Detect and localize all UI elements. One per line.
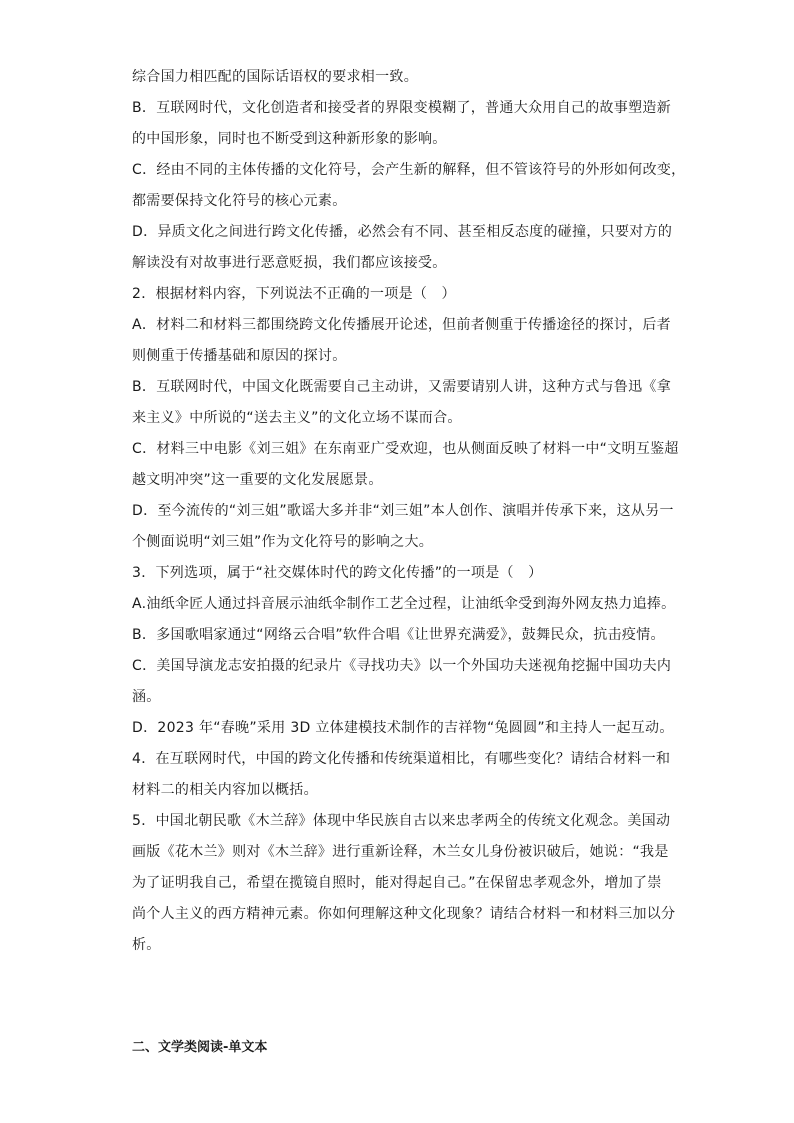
option-b-line: B．互联网时代，中国文化既需要自己主动讲，又需要请别人讲，这种方式与鲁迅《拿 (132, 379, 672, 395)
text-line: 解读没有对故事进行恶意贬损，我们都应该接受。 (132, 255, 447, 271)
option-d-line: D．2023 年“春晚”采用 3D 立体建模技术制作的吉祥物“兔圆圆”和主持人一起互动。 (132, 720, 674, 736)
option-b-line: B．多国歌唱家通过“网络云合唱”软件合唱《让世界充满爱》，鼓舞民众，抗击疫情。 (132, 627, 665, 643)
text-line: 来主义》中所说的“送去主义”的文化立场不谋而合。 (132, 410, 462, 426)
question-3-stem: 3．下列选项，属于“社交媒体时代的跨文化传播”的一项是（ ） (132, 565, 543, 581)
option-b-line: B．互联网时代，文化创造者和接受者的界限变模糊了，普通大众用自己的故事塑造新 (132, 100, 672, 116)
text-line: 综合国力相匹配的国际话语权的要求相一致。 (132, 69, 418, 85)
text-line: 的中国形象，同时也不断受到这种新形象的影响。 (132, 131, 447, 147)
text-line: 越文明冲突”这一重要的文化发展愿景。 (132, 472, 383, 488)
text-line: 都需要保持文化符号的核心元素。 (132, 193, 347, 209)
option-c-line: C．材料三中电影《刘三姐》在东南亚广受欢迎，也从侧面反映了材料一中“文明互鉴超 (132, 441, 679, 457)
section-heading: 二、文学类阅读-单文本 (132, 1040, 268, 1055)
text-line: 则侧重于传播基础和原因的探讨。 (132, 348, 347, 364)
text-line: 为了证明我自己，希望在揽镜自照时，能对得起自己。”在保留忠孝观念外，增加了崇 (132, 875, 662, 891)
option-a-line: A.油纸伞匠人通过抖音展示油纸伞制作工艺全过程，让油纸伞受到海外网友热力追捧。 (132, 596, 676, 612)
text-line: 尚个人主义的西方精神元素。你如何理解这种文化现象？请结合材料一和材料三加以分 (132, 906, 676, 922)
question-5-stem: 5．中国北朝民歌《木兰辞》体现中华民族自古以来忠孝两全的传统文化观念。美国动 (132, 813, 671, 829)
option-d-line: D．至今流传的“刘三姐”歌谣大多并非“刘三姐”本人创作、演唱并传承下来，这从另一 (132, 503, 674, 519)
option-a-line: A．材料二和材料三都围绕跨文化传播展开论述，但前者侧重于传播途径的探讨，后者 (132, 317, 671, 333)
text-line: 个侧面说明“刘三姐”作为文化符号的影响之大。 (132, 534, 434, 550)
text-line: 涵。 (132, 689, 161, 705)
text-line: 析。 (132, 937, 161, 953)
text-line: 画版《花木兰》则对《木兰辞》进行重新诠释，木兰女儿身份被识破后，她说：“我是 (132, 844, 669, 860)
question-2-stem: 2．根据材料内容，下列说法不正确的一项是（ ） (132, 286, 456, 302)
text-line: 材料二的相关内容加以概括。 (132, 782, 318, 798)
option-d-line: D．异质文化之间进行跨文化传播，必然会有不同、甚至相反态度的碰撞，只要对方的 (132, 224, 673, 240)
option-c-line: C．美国导演龙志安拍摄的纪录片《寻找功夫》以一个外国功夫迷视角挖掘中国功夫内 (132, 658, 672, 674)
question-4-stem: 4．在互联网时代，中国的跨文化传播和传统渠道相比，有哪些变化？请结合材料一和 (132, 751, 671, 767)
option-c-line: C．经由不同的主体传播的文化符号，会产生新的解释，但不管该符号的外形如何改变， (132, 162, 686, 178)
question-text-block (132, 62, 686, 961)
